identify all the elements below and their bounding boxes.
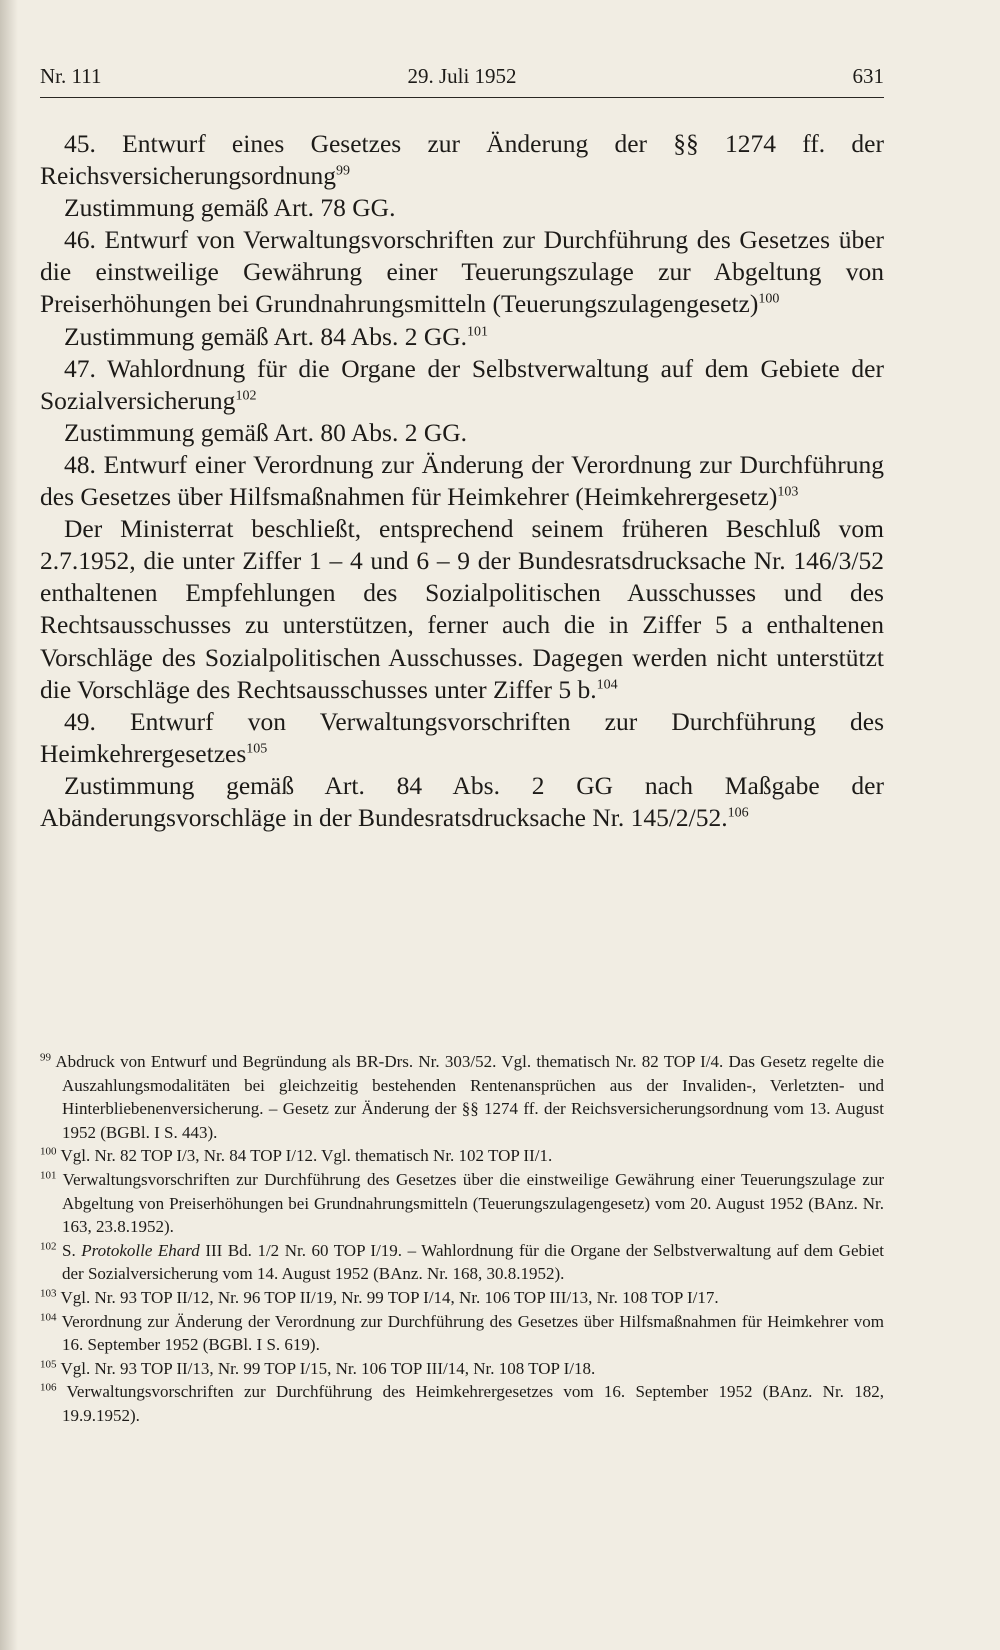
footnote-text: Vgl. Nr. 93 TOP II/12, Nr. 96 TOP II/19, Nr. 99 TOP I/14, Nr. 106 TOP III/13, Nr. 108 TOP I/17. xyxy=(60,1287,719,1307)
footnote-number: 101 xyxy=(40,1169,57,1182)
agenda-item-decision: Zustimmung gemäß Art. 78 GG. xyxy=(64,193,396,223)
footnote xyxy=(40,1168,884,1239)
footnote xyxy=(40,1286,884,1310)
footnote-text: Verwaltungsvorschriften zur Durchführung des Gesetzes über die einstweilige Gewährung einer Teuerungszulage zur Abgeltung von Preiserhöhungen bei Grundnahrungsmitteln (Teuerungszulagengesetz) vom 20. August 1952 (BAnz. Nr. 163, 23.8.1952). xyxy=(62,1169,884,1237)
agenda-item-decision: Zustimmung gemäß Art. 84 Abs. 2 GG nach Maßgabe der Abänderungsvorschläge in der Bundesratsdrucksache Nr. 145/2/52.$^{106}$ xyxy=(40,770,884,832)
footnote-text: Vgl. Nr. 82 TOP I/3, Nr. 84 TOP I/12. Vgl. thematisch Nr. 102 TOP II/1. xyxy=(60,1146,553,1166)
footnote-ref[interactable]: 105 xyxy=(246,741,268,757)
footnote-number: 104 xyxy=(40,1310,57,1323)
footnote xyxy=(40,1380,884,1427)
document-number: Nr. 111 xyxy=(40,64,102,88)
footnote-ref[interactable]: 102 xyxy=(235,388,257,404)
footnote xyxy=(40,1310,884,1357)
footnote-ref[interactable]: 100 xyxy=(758,291,780,307)
footnote-number: 105 xyxy=(40,1358,57,1371)
footnote-text: Vgl. Nr. 93 TOP II/13, Nr. 99 TOP I/15, Nr. 106 TOP III/14, Nr. 108 TOP I/18. xyxy=(60,1358,596,1378)
footnote-number: 99 xyxy=(40,1051,51,1064)
footnote-ref[interactable]: 101 xyxy=(467,324,489,340)
agenda-item-decision: Zustimmung gemäß Art. 84 Abs. 2 GG.$^{101}$ xyxy=(64,321,489,351)
footnote-number: 103 xyxy=(40,1287,57,1300)
running-header xyxy=(40,64,884,96)
footnote xyxy=(40,1050,884,1144)
footnote-ref[interactable]: 106 xyxy=(727,805,749,821)
footnote-number: 100 xyxy=(40,1145,57,1158)
footnote-ref[interactable]: 99 xyxy=(336,163,351,179)
agenda-item-decision: Der Ministerrat beschließt, entsprechend seinem früheren Beschluß vom 2.7.1952, die unter Ziffer 1 – 4 und 6 – 9 der Bundesratsdrucksache Nr. 146/3/52 enthaltenen Empfehlungen des Sozialpolitischen Ausschusses und des Rechtsausschusses zu unterstützen, ferner auch die in Ziffer 5 a enthaltenen Vorschläge des Sozialpolitischen Ausschusses. Dagegen werden nicht unterstützt die Vorschläge des Rechtsausschusses unter Ziffer 5 b.$^{104}$ xyxy=(40,514,884,704)
page-number: 631 xyxy=(852,64,884,88)
footnote-text: Verordnung zur Änderung der Verordnung zur Durchführung des Gesetzes über Hilfsmaßnahmen für Heimkehrer vom 16. September 1952 (BGBl. I S. 619). xyxy=(61,1311,884,1355)
footnote-text: Verwaltungsvorschriften zur Durchführung des Heimkehrergesetzes vom 16. September 1952 (BAnz. Nr. 182, 19.9.1952). xyxy=(62,1382,884,1425)
agenda-item-title: 49. Entwurf von Verwaltungsvorschriften zur Durchführung des Heimkehrergesetzes$^{105}$ xyxy=(40,706,884,768)
footnote-ref[interactable]: 104 xyxy=(596,677,618,693)
agenda-item-title: 45. Entwurf eines Gesetzes zur Änderung der §§ 1274 ff. der Reichsversicherungsordnung$^{99}$ xyxy=(40,129,884,191)
footnote xyxy=(40,1239,884,1286)
footnote-text: Abdruck von Entwurf und Begründung als BR-Drs. Nr. 303/52. Vgl. thematisch Nr. 82 TOP I/4. Das Gesetz regelte die Auszahlungsmodalitäten bei gleichzeitig bestehenden Rentenansprüchen aus der Invaliden-, Verletzten- und Hinterbliebenenversicherung. – Gesetz zur Änderung der §§ 1274 ff. der Reichsversicherungsordnung vom 13. August 1952 (BGBl. I S. 443). xyxy=(55,1052,885,1142)
agenda-item-title: 46. Entwurf von Verwaltungsvorschriften zur Durchführung des Gesetzes über die einstweilige Gewährung einer Teuerungszulage zur Abgeltung von Preiserhöhungen bei Grundnahrungsmitteln (Teuerungszulagengesetz)$^{100}$ xyxy=(40,225,884,319)
footnote xyxy=(40,1144,884,1168)
header-rule xyxy=(40,97,884,98)
footnote xyxy=(40,1357,884,1381)
footnote-ref[interactable]: 103 xyxy=(777,484,799,500)
agenda-item-decision: Zustimmung gemäß Art. 80 Abs. 2 GG. xyxy=(64,417,468,447)
session-date: 29. Juli 1952 xyxy=(407,64,517,88)
footnotes xyxy=(40,1050,884,1428)
footnote-number: 102 xyxy=(40,1240,57,1253)
agenda-items xyxy=(40,128,884,834)
agenda-item-title: 47. Wahlordnung für die Organe der Selbstverwaltung auf dem Gebiete der Sozialversicherung$^{102}$ xyxy=(40,353,884,415)
page-edge-shadow xyxy=(0,0,18,1650)
footnote-source-title: Protokolle Ehard xyxy=(81,1240,200,1260)
agenda-item-title: 48. Entwurf einer Verordnung zur Änderung der Verordnung zur Durchführung des Gesetzes über Hilfsmaßnahmen für Heimkehrer (Heimkehrergesetz)$^{103}$ xyxy=(40,449,884,512)
footnote-number: 106 xyxy=(40,1381,57,1394)
footnote-text: III Bd. 1/2 Nr. 60 TOP I/19. – Wahlordnung für die Organe der Selbstverwaltung auf dem Gebiet der Sozialversicherung vom 14. August 1952 (BAnz. Nr. 168, 30.8.1952). xyxy=(62,1240,884,1284)
footnote-text: S. xyxy=(62,1240,82,1260)
